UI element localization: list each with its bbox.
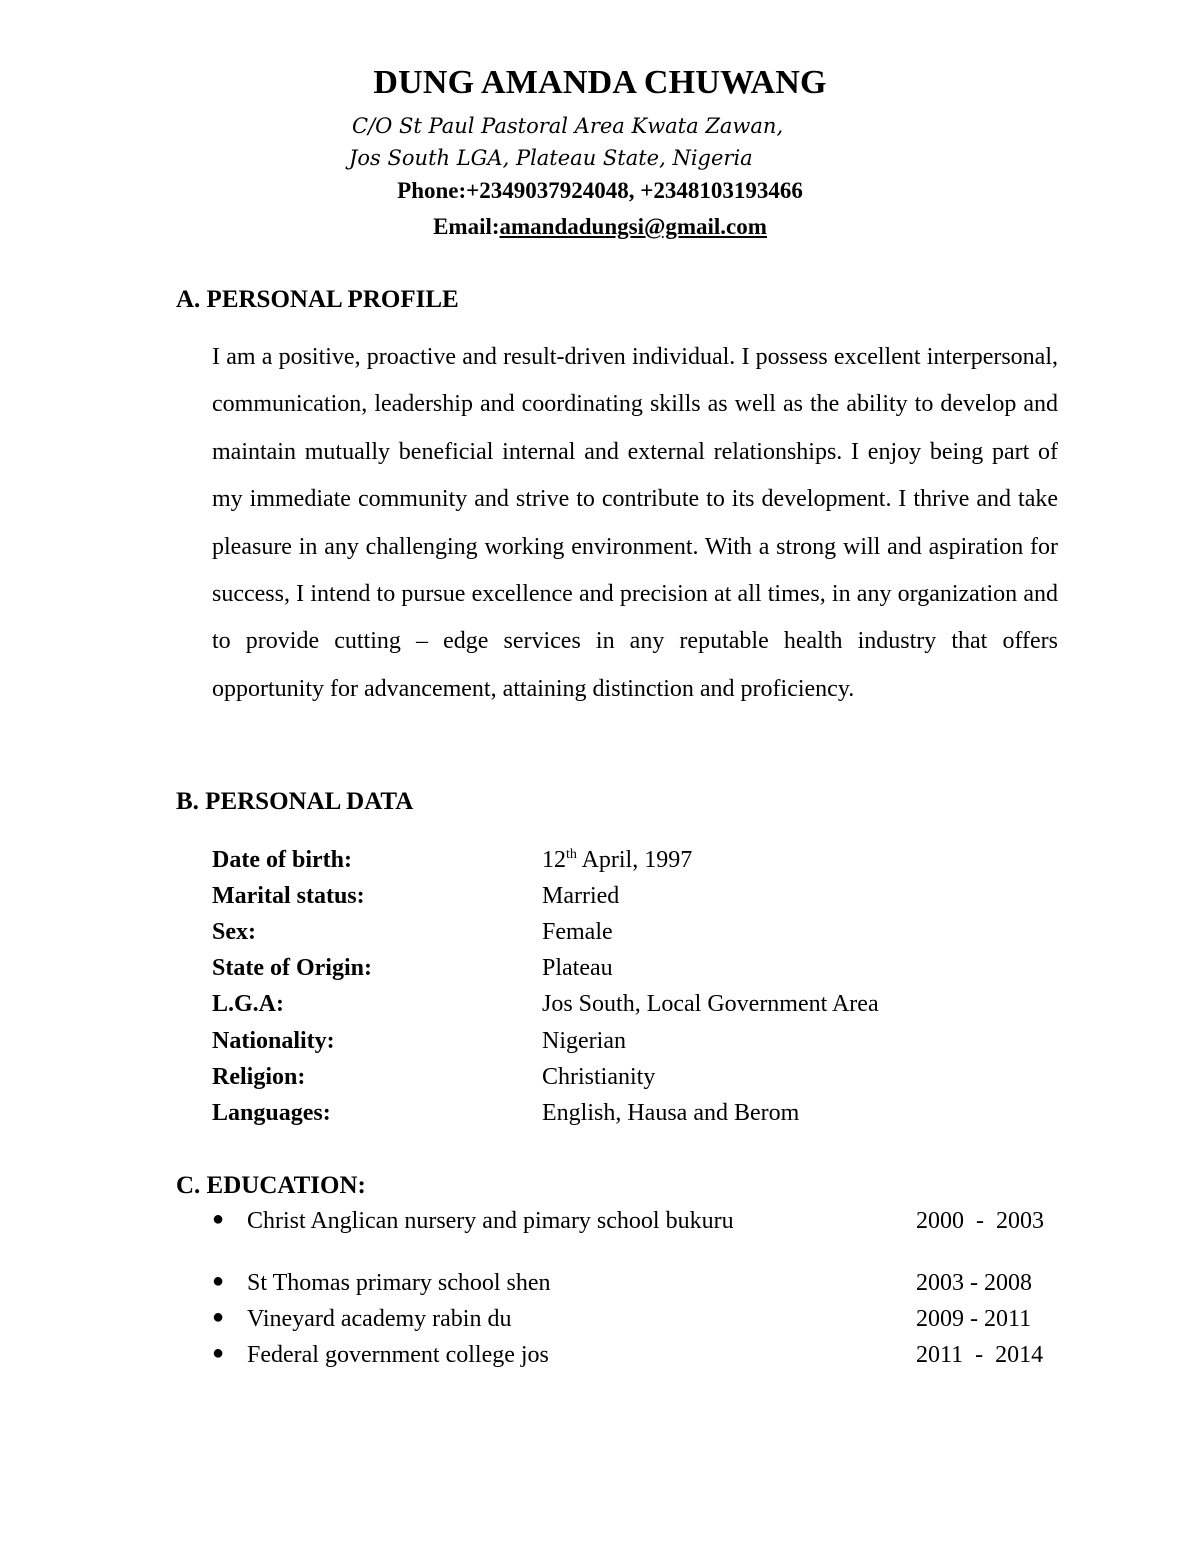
data-label: Nationality: xyxy=(212,1027,335,1054)
education-item xyxy=(212,1342,1058,1376)
dob-suffix: th xyxy=(566,846,577,862)
data-label: Religion: xyxy=(212,1063,306,1090)
bullet-icon: ● xyxy=(212,1306,225,1328)
email-line xyxy=(0,214,1200,240)
bullet-icon: ● xyxy=(212,1342,225,1364)
data-row xyxy=(212,1095,879,1131)
data-row xyxy=(212,1023,879,1059)
data-value: Married xyxy=(542,882,620,909)
school-name: Vineyard academy rabin du xyxy=(247,1306,512,1332)
school-name: St Thomas primary school shen xyxy=(247,1270,551,1296)
data-value: Nigerian xyxy=(542,1027,626,1054)
data-row xyxy=(212,1059,879,1095)
section-heading-profile: A. PERSONAL PROFILE xyxy=(176,286,459,313)
applicant-name: DUNG AMANDA CHUWANG xyxy=(373,64,827,101)
data-label: Marital status: xyxy=(212,882,365,909)
school-name: Christ Anglican nursery and pimary school bukuru xyxy=(247,1208,734,1234)
education-item xyxy=(212,1306,1058,1340)
education-item xyxy=(212,1208,1058,1242)
data-label: Languages: xyxy=(212,1099,331,1126)
data-value: English, Hausa and Berom xyxy=(542,1099,800,1126)
data-value: Jos South, Local Government Area xyxy=(542,991,879,1018)
phone-value: +2349037924048, +2348103193466 xyxy=(466,178,803,203)
data-row xyxy=(212,987,879,1023)
data-value: Female xyxy=(542,918,613,945)
data-value: Christianity xyxy=(542,1063,656,1090)
dob-day: 12 xyxy=(542,846,566,873)
education-item xyxy=(212,1270,1058,1304)
data-value: Plateau xyxy=(542,955,613,982)
bullet-icon: ● xyxy=(212,1270,225,1292)
data-label: L.G.A: xyxy=(212,991,284,1018)
data-row xyxy=(212,951,879,987)
school-years: 2009 - 2011 xyxy=(916,1306,1032,1332)
data-row xyxy=(212,878,879,914)
address-line-2: Jos South LGA, Plateau State, Nigeria xyxy=(349,146,753,170)
school-years: 2000 - 2003 xyxy=(916,1208,1044,1234)
email-link[interactable]: amandadungsi@gmail.com xyxy=(499,214,767,239)
data-label: State of Origin: xyxy=(212,955,372,982)
data-value xyxy=(542,842,879,878)
school-years: 2011 - 2014 xyxy=(916,1342,1044,1368)
data-row xyxy=(212,914,879,950)
bullet-icon: ● xyxy=(212,1208,225,1230)
profile-paragraph: I am a positive, proactive and result-driven individual. I possess excellent interpersonal, communication, leadership and coordinating skills as well as the ability to develop and maintain mutually beneficial internal and external relationships. I enjoy being part of my immediate community and strive to contribute to its development. I thrive and take pleasure in any challenging working environment. With a strong will and aspiration for success, I intend to pursue excellence and precision at all times, in any organization and to provide cutting – edge services in any reputable health industry that offers opportunity for advancement, attaining distinction and proficiency. xyxy=(212,344,1058,702)
section-heading-personal-data: B. PERSONAL DATA xyxy=(176,788,414,815)
section-heading-education: C. EDUCATION: xyxy=(176,1172,366,1199)
school-name: Federal government college jos xyxy=(247,1342,549,1368)
phone-line xyxy=(0,178,1200,204)
personal-data-table xyxy=(212,842,879,1132)
dob-rest: April, 1997 xyxy=(576,846,693,873)
data-label: Date of birth: xyxy=(212,846,352,873)
school-years: 2003 - 2008 xyxy=(916,1270,1032,1296)
phone-label: Phone: xyxy=(397,178,467,203)
email-label: Email: xyxy=(433,214,500,239)
data-label: Sex: xyxy=(212,918,256,945)
address-line-1: C/O St Paul Pastoral Area Kwata Zawan, xyxy=(352,114,784,138)
data-row-dob xyxy=(212,842,879,878)
